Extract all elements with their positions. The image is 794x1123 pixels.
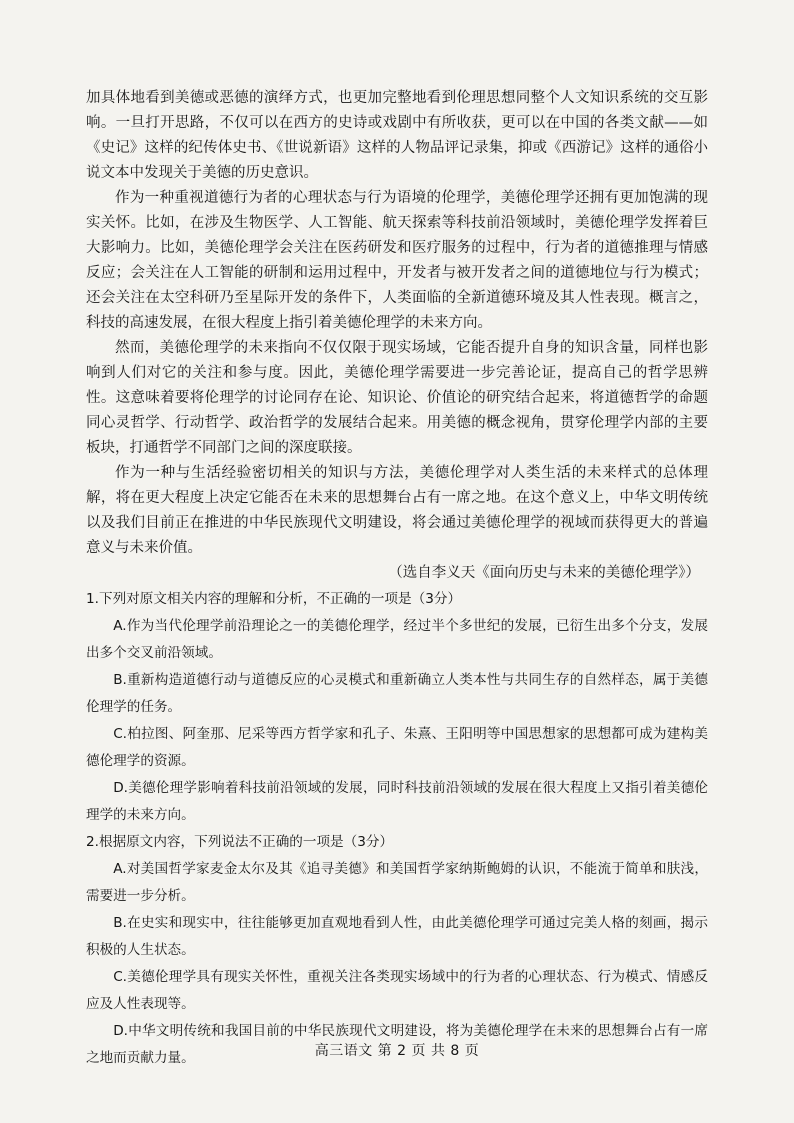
option-c: C.美德伦理学具有现实关怀性，重视关注各类现实场域中的行为者的心理状态、行为模式、情感反应及人性表现等。	[86, 969, 708, 1012]
option-a: A.作为当代伦理学前沿理论之一的美德伦理学，经过半个多世纪的发展，已衍生出多个分支，发展出多个交叉前沿领域。	[86, 618, 708, 661]
page-content	[86, 86, 708, 1072]
option-b: B.在史实和现实中，往往能够更加直观地看到人性，由此美德伦理学可通过完美人格的刻画，揭示积极的人生状态。	[86, 915, 708, 958]
passage-source: （选自李义天《面向历史与未来的美德伦理学》）	[388, 565, 700, 581]
question-2	[86, 829, 708, 1072]
option-a: A.对美国哲学家麦金太尔及其《追寻美德》和美国哲学家纳斯鲍姆的认识，不能流于简单和肤浅，需要进一步分析。	[86, 861, 708, 904]
question-stem: 2.根据原文内容，下列说法不正确的一项是（3分）	[86, 834, 394, 850]
question-1	[86, 586, 708, 829]
passage-paragraph-4: 作为一种与生活经验密切相关的知识与方法，美德伦理学对人类生活的未来样式的总体理解，将在更大程度上决定它能否在未来的思想舞台占有一席之地。在这个意义上，中华文明传统以及我们目前正在推进的中华民族现代文明建设，将会通过美德伦理学的视域而获得更大的普遍意义与未来价值。	[86, 465, 708, 556]
option-c: C.柏拉图、阿奎那、尼采等西方哲学家和孔子、朱熹、王阳明等中国思想家的思想都可成为建构美德伦理学的资源。	[86, 726, 708, 769]
passage-paragraph-3: 然而，美德伦理学的未来指向不仅仅限于现实场域，它能否提升自身的知识含量，同样也影响到人们对它的关注和参与度。因此，美德伦理学需要进一步完善论证，提高自己的哲学思辨性。这意味着要将伦理学的讨论同存在论、知识论、价值论的研究结合起来，将道德哲学的命题同心灵哲学、行动哲学、政治哲学的发展结合起来。用美德的概念视角，贯穿伦理学内部的主要板块，打通哲学不同部门之间的深度联接。	[86, 340, 708, 456]
option-d: D.中华文明传统和我国目前的中华民族现代文明建设，将为美德伦理学在未来的思想舞台占有一席之地而贡献力量。	[86, 1023, 708, 1066]
question-stem: 1.下列对原文相关内容的理解和分析，不正确的一项是（3分）	[86, 591, 462, 607]
passage-paragraph-1: 加具体地看到美德或恶德的演绎方式，也更加完整地看到伦理思想同整个人文知识系统的交互影响。一旦打开思路，不仅可以在西方的史诗或戏剧中有所收获，更可以在中国的各类文献——如《史记》这样的纪传体史书、《世说新语》这样的人物品评记录集，抑或《西游记》这样的通俗小说文本中发现关于美德的历史意识。	[86, 90, 708, 181]
passage-paragraph-2: 作为一种重视道德行为者的心理状态与行为语境的伦理学，美德伦理学还拥有更加饱满的现实关怀。比如，在涉及生物医学、人工智能、航天探索等科技前沿领域时，美德伦理学发挥着巨大影响力。比如，美德伦理学会关注在医药研发和医疗服务的过程中，行为者的道德推理与情感反应；会关注在人工智能的研制和运用过程中，开发者与被开发者之间的道德地位与行为模式；还会关注在太空科研乃至星际开发的条件下，人类面临的全新道德环境及其人性表现。概言之，科技的高速发展，在很大程度上指引着美德伦理学的未来方向。	[86, 190, 708, 331]
option-d: D.美德伦理学影响着科技前沿领域的发展，同时科技前沿领域的发展在很大程度上又指引着美德伦理学的未来方向。	[86, 780, 708, 823]
option-b: B.重新构造道德行动与道德反应的心灵模式和重新确立人类本性与共同生存的自然样态，属于美德伦理学的任务。	[86, 672, 708, 715]
page-footer: 高三语文 第 2 页 共 8 页	[314, 1043, 480, 1059]
